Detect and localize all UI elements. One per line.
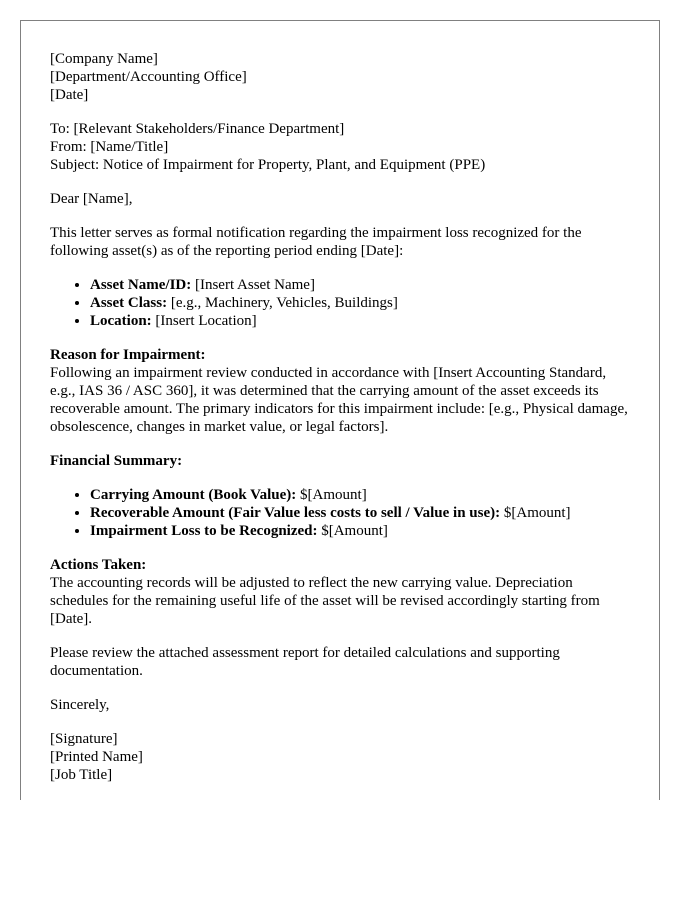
recoverable-amount-value: $[Amount] [500, 505, 571, 521]
list-item [90, 276, 630, 294]
actions-text: The accounting records will be adjusted to reflect the new carrying value. Depreciation schedules for the remaining useful life of the asset will be revised accordingly starting from [Date]. [50, 575, 600, 627]
financial-heading [50, 452, 630, 470]
financial-heading-text: Financial Summary: [50, 453, 183, 469]
asset-name-label: Asset Name/ID: [90, 277, 192, 293]
review-paragraph: Please review the attached assessment report for detailed calculations and supporting documentation. [50, 645, 560, 679]
greeting: Dear [Name], [50, 191, 133, 207]
carrying-amount-label: Carrying Amount (Book Value): [90, 487, 297, 503]
memo-subject: Subject: Notice of Impairment for Property, Plant, and Equipment (PPE) [50, 157, 486, 173]
job-title: [Job Title] [50, 767, 113, 783]
memo-block [50, 120, 630, 174]
asset-class-label: Asset Class: [90, 295, 168, 311]
asset-location-label: Location: [90, 313, 152, 329]
asset-list [50, 276, 630, 330]
closing: Sincerely, [50, 697, 110, 713]
reason-text: Following an impairment review conducted in accordance with [Insert Accounting Standard, e.g., IAS 36 / ASC 360], it was determined that the carrying amount of the asset exceeds its recoverable amount. The primary indicators for this impairment include: [e.g., Physical damage, obsolescence, changes in market value, or legal factors]. [50, 365, 628, 435]
recoverable-amount-label: Recoverable Amount (Fair Value less costs to sell / Value in use): [90, 505, 501, 521]
asset-location-value: [Insert Location] [151, 313, 257, 329]
actions-section [50, 556, 630, 628]
memo-from: From: [Name/Title] [50, 139, 169, 155]
department-name: [Department/Accounting Office] [50, 69, 247, 85]
letter-header [50, 50, 630, 104]
signature: [Signature] [50, 731, 118, 747]
financial-list [50, 486, 630, 540]
reason-section [50, 346, 630, 436]
list-item [90, 294, 630, 312]
company-name: [Company Name] [50, 51, 158, 67]
actions-heading: Actions Taken: [50, 557, 147, 573]
letter-page [20, 20, 660, 800]
carrying-amount-value: $[Amount] [296, 487, 367, 503]
reason-heading: Reason for Impairment: [50, 347, 206, 363]
intro-paragraph: This letter serves as formal notification regarding the impairment loss recognized for the following asset(s) as of the reporting period ending [Date]: [50, 225, 582, 259]
printed-name: [Printed Name] [50, 749, 143, 765]
asset-name-value: [Insert Asset Name] [191, 277, 315, 293]
signature-block [50, 730, 630, 784]
memo-to: To: [Relevant Stakeholders/Finance Department] [50, 121, 345, 137]
list-item [90, 312, 630, 330]
letter-content [50, 50, 630, 800]
list-item [90, 522, 630, 540]
list-item [90, 504, 630, 522]
list-item [90, 486, 630, 504]
asset-class-value: [e.g., Machinery, Vehicles, Buildings] [167, 295, 398, 311]
impairment-loss-label: Impairment Loss to be Recognized: [90, 523, 318, 539]
letter-date: [Date] [50, 87, 89, 103]
impairment-loss-value: $[Amount] [317, 523, 388, 539]
